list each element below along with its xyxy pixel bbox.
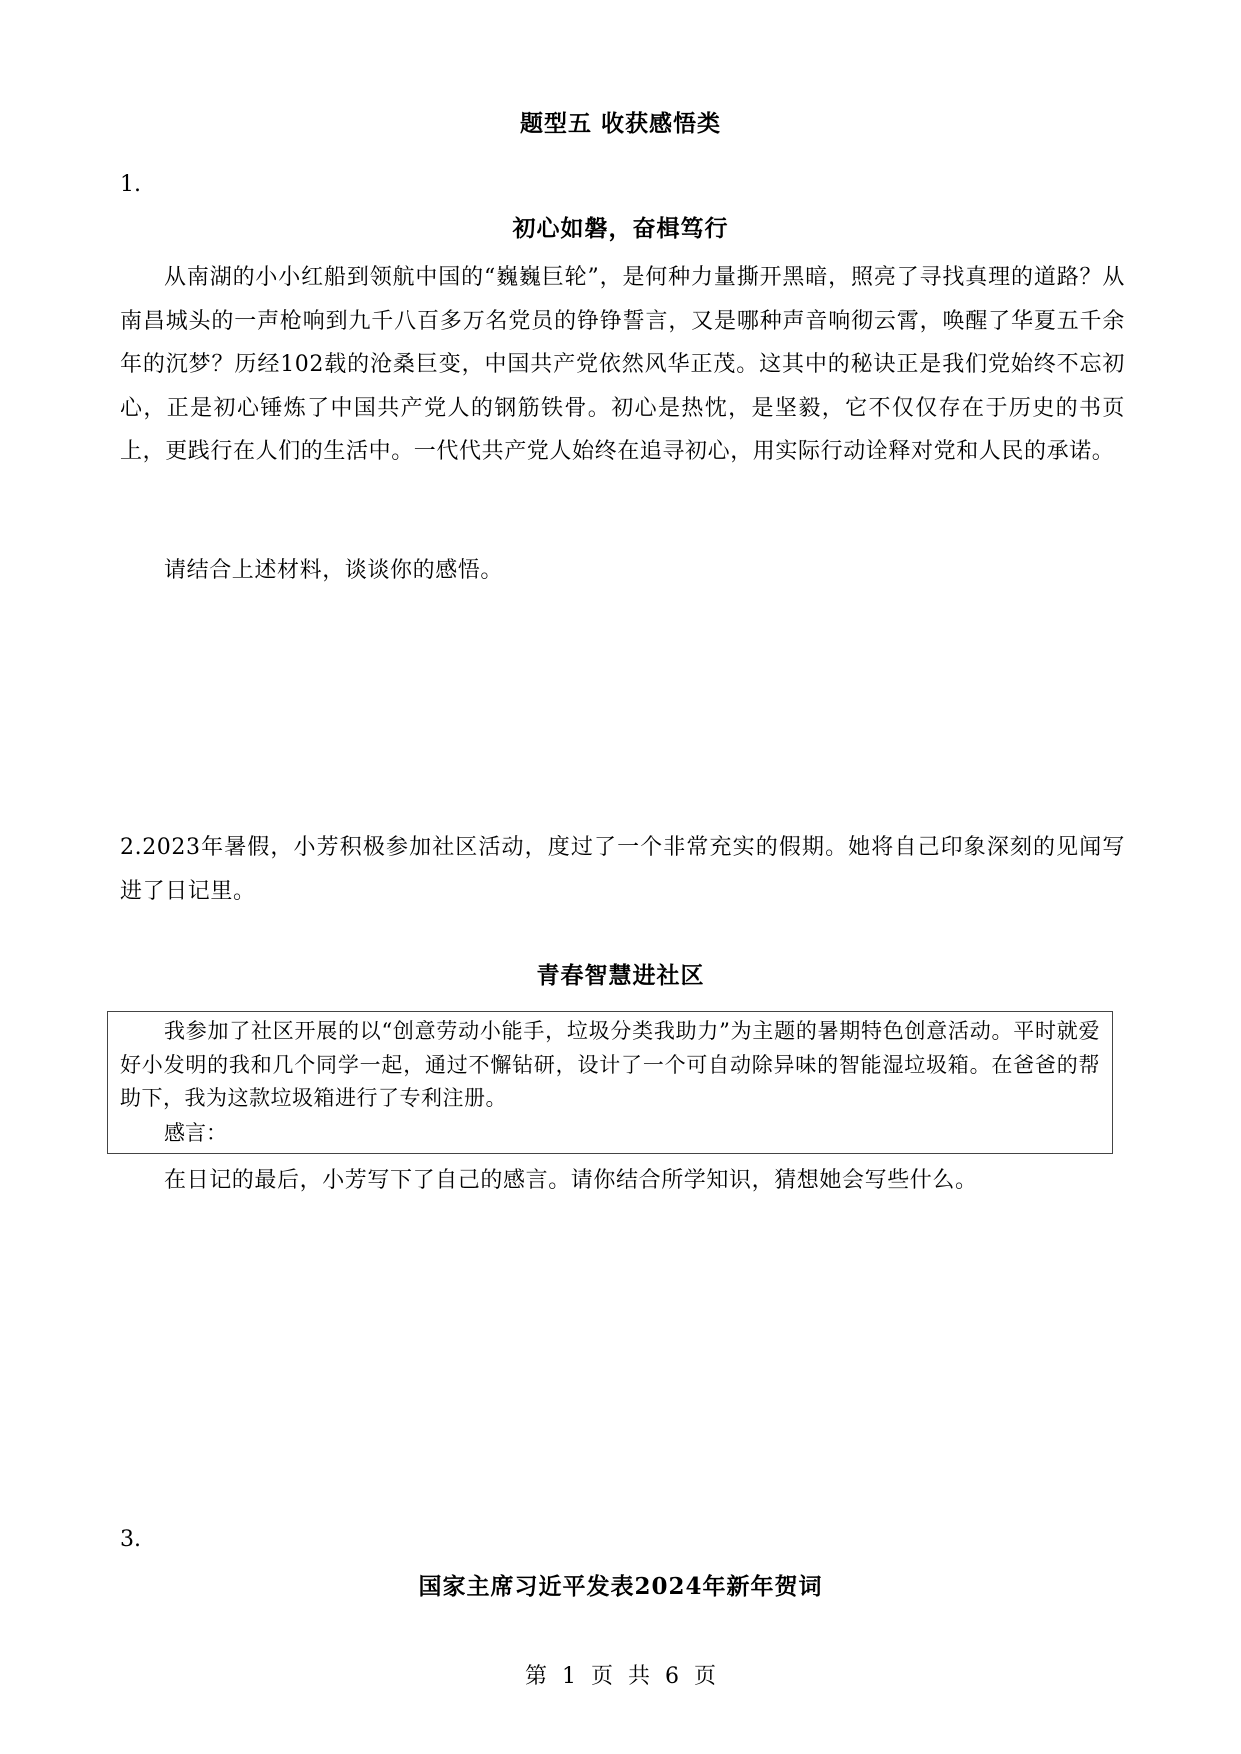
question-1-material: 从南湖的小小红船到领航中国的“巍巍巨轮”，是何种力量撕开黑暗，照亮了寻找真理的道路？从南昌城头的一声枪响到九千八百多万名党员的铮铮誓言，又是哪种声音响彻云霄，唤醒了华夏五千余年的沉梦？历经102载的沧桑巨变，中国共产党依然风华正茂。这其中的秘诀正是我们党始终不忘初心，正是初心锤炼了中国共产党人的钢筋铁骨。初心是热忱，是坚毅，它不仅仅存在于历史的书页上，更践行在人们的生活中。一代代共产党人始终在追寻初心，用实际行动诠释对党和人民的承诺。 — [120, 265, 1125, 464]
question-2-prompt: 在日记的最后，小芳写下了自己的感言。请你结合所学知识，猜想她会写些什么。 — [164, 1168, 978, 1193]
question-2-title: 青春智慧进社区 — [536, 962, 705, 989]
question-3-number: 3. — [120, 1527, 141, 1552]
question-2-intro: 2.2023年暑假，小芳积极参加社区活动，度过了一个非常充实的假期。她将自己印象深刻的见闻写进了日记里。 — [120, 835, 1125, 904]
question-3-title: 国家主席习近平发表2024年新年贺词 — [418, 1573, 823, 1600]
page-footer: 第 1 页 共 6 页 — [525, 1664, 716, 1689]
question-1-prompt: 请结合上述材料，谈谈你的感悟。 — [164, 558, 504, 583]
question-1-title: 初心如磐，奋楫笃行 — [512, 215, 729, 242]
diary-box — [107, 1011, 1113, 1154]
question-1-number: 1. — [120, 172, 141, 197]
diary-text: 我参加了社区开展的以“创意劳动小能手，垃圾分类我助力”为主题的暑期特色创意活动。平时就爱好小发明的我和几个同学一起，通过不懈钻研，设计了一个可自动除异味的智能湿垃圾箱。在爸爸的帮助下，我为这款垃圾箱进行了专利注册。 — [120, 1019, 1100, 1110]
diary-reflection-label: 感言： — [164, 1121, 227, 1145]
section-title: 题型五 收获感悟类 — [519, 110, 721, 137]
